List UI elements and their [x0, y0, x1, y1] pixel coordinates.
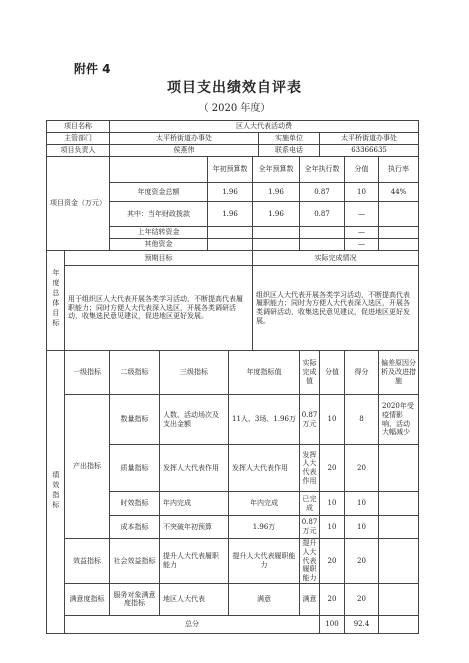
perf-l2: 服务对象满意度指标	[110, 583, 160, 615]
funds-cell	[379, 202, 419, 227]
perf-l2: 社会效益指标	[110, 539, 160, 584]
perf-target: 年内完成	[229, 492, 300, 516]
funds-cell: 1.96	[253, 183, 300, 202]
perf-note	[379, 445, 419, 492]
perf-target: 满意	[229, 583, 300, 615]
dept-label: 主管部门	[47, 133, 110, 145]
attachment-label: 附件 4	[74, 62, 111, 76]
perf-header: 三级指标	[160, 351, 229, 395]
table-row	[47, 266, 419, 351]
perf-target: 发挥人大代表作用	[229, 445, 300, 492]
funds-cell: 0.87	[300, 202, 345, 227]
funds-row-name: 上年结转资金	[110, 227, 208, 239]
dept-value: 太平桥街道办事处	[110, 133, 259, 145]
perf-note	[379, 492, 419, 516]
funds-cell: 44%	[379, 183, 419, 202]
perf-score: 10	[320, 516, 345, 539]
perf-score: 20	[320, 539, 345, 584]
funds-cell	[253, 239, 300, 251]
perf-l2: 时效指标	[110, 492, 160, 516]
perf-actual: 提升人大代表履职能力	[300, 539, 320, 584]
table-row	[47, 615, 419, 633]
satisfaction-label: 满意度指标	[65, 583, 110, 615]
funds-cell	[379, 227, 419, 239]
funds-row-name: 年度资金总额	[110, 183, 208, 202]
performance-label	[47, 351, 65, 634]
perf-header: 一级指标	[65, 351, 110, 395]
table-row	[47, 251, 419, 266]
perf-l2: 数量指标	[110, 395, 160, 445]
funds-cell: 10	[345, 183, 379, 202]
funds-label: 项目资金（万元）	[47, 157, 110, 251]
funds-cell: 1.96	[253, 202, 300, 227]
funds-row-name: 其他资金	[110, 239, 208, 251]
funds-cell	[208, 239, 253, 251]
perf-l3: 地区人大代表	[160, 583, 229, 615]
funds-header: 全年执行数	[300, 157, 345, 183]
perf-l3: 不突破年初预算	[160, 516, 229, 539]
perf-score: 10	[320, 492, 345, 516]
funds-header: 执行率	[379, 157, 419, 183]
table-row	[47, 145, 419, 157]
perf-note	[379, 539, 419, 584]
perf-header: 二级指标	[110, 351, 160, 395]
evaluation-table	[46, 120, 419, 634]
owner-label: 项目负责人	[47, 145, 110, 157]
funds-cell	[300, 239, 345, 251]
phone-value: 63366635	[320, 145, 419, 157]
total-note	[379, 615, 419, 633]
table-row	[47, 133, 419, 145]
table-row	[47, 583, 419, 615]
table-row	[47, 157, 419, 183]
perf-note: 2020年受疫情影响，活动大幅减少	[379, 395, 419, 445]
funds-header-blank	[110, 157, 208, 183]
perf-l2: 质量指标	[110, 445, 160, 492]
goal-actual-text: 组织区人大代表开展各类学习活动，不断提高代表履职能力；同时为方便人大代表深入选区，开展各类调研活动，收集选民意见建议，促进地区更好发展。	[253, 266, 419, 351]
funds-cell	[300, 227, 345, 239]
perf-actual: 发挥人大代表作用	[300, 445, 320, 492]
goal-label-text: 年度总体目标	[51, 269, 60, 330]
funds-cell: 1.96	[208, 202, 253, 227]
perf-got: 20	[345, 539, 379, 584]
funds-cell: —	[345, 227, 379, 239]
funds-header: 全年预算数	[253, 157, 300, 183]
funds-cell: 0.87	[300, 183, 345, 202]
perf-header: 年度指标值	[229, 351, 300, 395]
perf-header: 偏差原因分析及改进措施	[379, 351, 419, 395]
funds-cell: —	[345, 202, 379, 227]
total-score: 100	[320, 615, 345, 633]
table-row	[47, 351, 419, 395]
goal-label	[47, 251, 65, 351]
perf-got: 20	[345, 445, 379, 492]
output-label: 产出指标	[65, 395, 110, 539]
perf-l3: 年内完成	[160, 492, 229, 516]
funds-row-name: 其中：当年财政拨款	[110, 202, 208, 227]
table-row	[47, 539, 419, 584]
goal-expected-text: 用于组织区人大代表开展各类学习活动，不断提高代表履职能力；同时方便人大代表深入选区，开展各类调研活动，收集选民意见建议，促进地区更好发展。	[65, 266, 253, 351]
owner-value: 侯燕伟	[110, 145, 259, 157]
report-year: （ 2020 年度）	[198, 103, 271, 114]
funds-cell: —	[345, 239, 379, 251]
perf-note	[379, 583, 419, 615]
perf-target: 提升人大代表履职能力	[229, 539, 300, 584]
perf-score: 20	[320, 445, 345, 492]
goal-actual-header: 实际完成情况	[253, 251, 419, 266]
table-row	[47, 395, 419, 445]
perf-l3: 发挥人大代表作用	[160, 445, 229, 492]
perf-got: 8	[345, 395, 379, 445]
perf-actual: 0.87万元	[300, 516, 320, 539]
perf-score: 10	[320, 395, 345, 445]
goal-expected-header: 预期目标	[65, 251, 253, 266]
page-title: 项目支出绩效自评表	[167, 80, 302, 96]
perf-got: 20	[345, 583, 379, 615]
table-row	[47, 121, 419, 133]
performance-label-text: 绩效指标	[51, 470, 60, 511]
perf-score: 20	[320, 583, 345, 615]
funds-cell	[208, 227, 253, 239]
funds-cell	[379, 239, 419, 251]
perf-got: 10	[345, 492, 379, 516]
perf-target: 1.96万	[229, 516, 300, 539]
perf-header: 实际完成值	[300, 351, 320, 395]
funds-header: 年初预算数	[208, 157, 253, 183]
impl-label: 实施单位	[259, 133, 320, 145]
total-got: 92.4	[345, 615, 379, 633]
funds-header: 分值	[345, 157, 379, 183]
perf-target: 11人、3场、1.96万	[229, 395, 300, 445]
funds-cell: 1.96	[208, 183, 253, 202]
perf-header: 得分	[345, 351, 379, 395]
total-label: 总分	[65, 615, 320, 633]
perf-l2: 成本指标	[110, 516, 160, 539]
impl-value: 太平桥街道办事处	[320, 133, 419, 145]
funds-cell	[253, 227, 300, 239]
perf-l3: 提升人大代表履职能力	[160, 539, 229, 584]
benefit-label: 效益指标	[65, 539, 110, 584]
perf-header: 分值	[320, 351, 345, 395]
perf-actual: 0.87万元	[300, 395, 320, 445]
perf-actual: 已完成	[300, 492, 320, 516]
perf-got: 10	[345, 516, 379, 539]
perf-l3: 人数、活动场次及支出金额	[160, 395, 229, 445]
perf-actual: 满意	[300, 583, 320, 615]
project-name: 区人大代表活动费	[110, 121, 419, 133]
perf-note	[379, 516, 419, 539]
phone-label: 联系电话	[259, 145, 320, 157]
project-name-label: 项目名称	[47, 121, 110, 133]
